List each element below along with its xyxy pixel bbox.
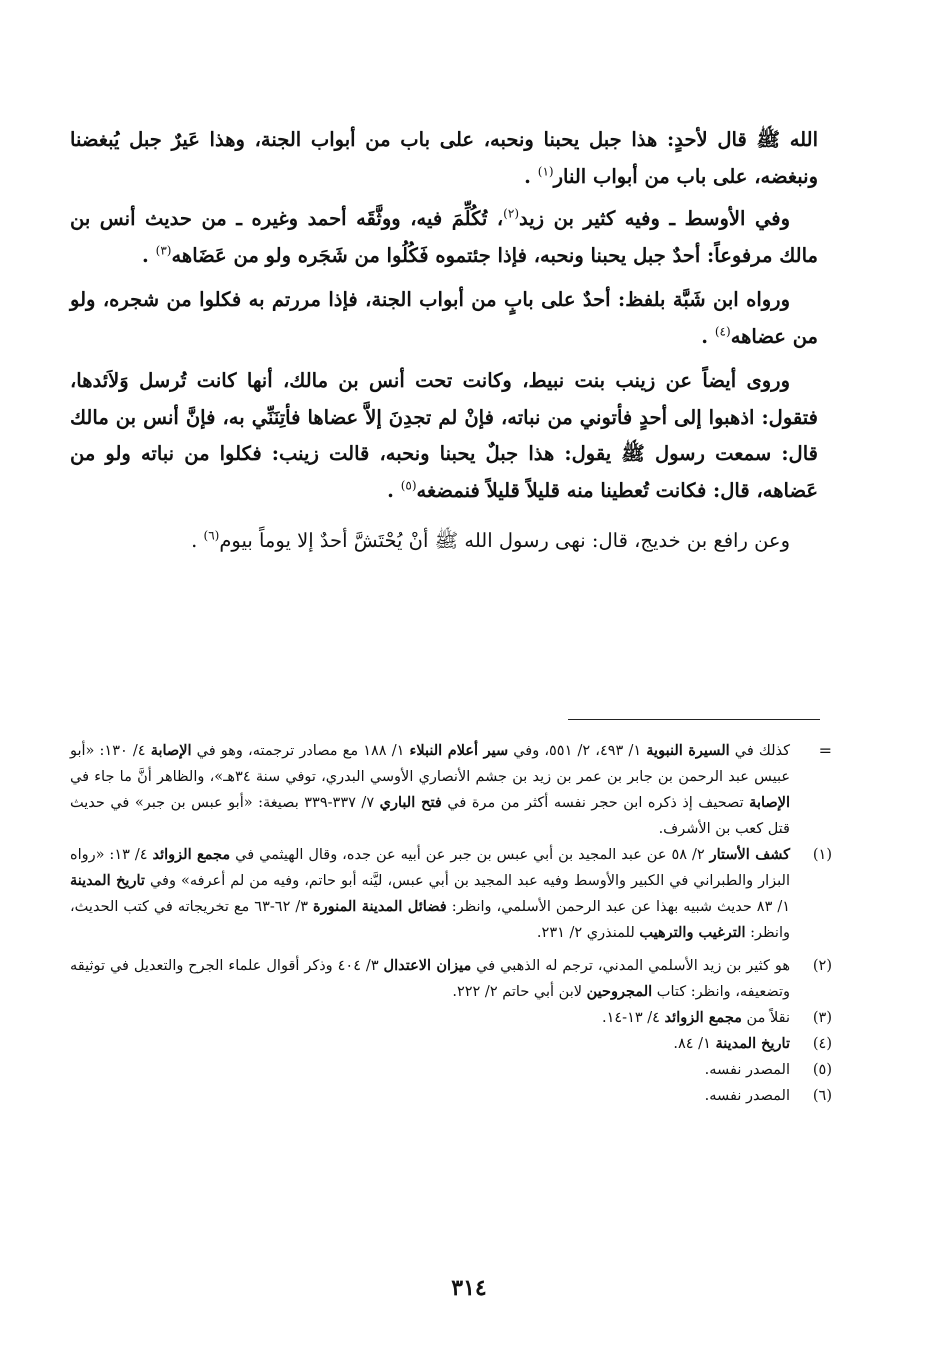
- period: .: [701, 324, 709, 348]
- paragraph-text: وفي الأوسط ـ وفيه كثير بن زيد: [519, 207, 790, 230]
- book-title: الإصابة: [749, 794, 791, 811]
- footnote-text: كذلك في: [729, 743, 791, 759]
- main-text: [70, 122, 818, 560]
- footnote-number: (١): [812, 847, 832, 863]
- period: .: [524, 164, 531, 188]
- footnote-text: ١/ ١٨٨ مع مصادر ترجمته، وهو في: [191, 743, 410, 759]
- paragraph-1: [70, 122, 818, 195]
- book-title: مجمع الزوائد: [152, 846, 231, 863]
- footnote-text: للمنذري ٢/ ٢٣١.: [536, 925, 640, 941]
- book-title: مجمع الزوائد: [664, 1009, 742, 1026]
- period: .: [387, 478, 394, 502]
- paragraph-4: [70, 363, 818, 509]
- book-title: الإصابة: [150, 742, 192, 759]
- footnote-ref-3[interactable]: (٣): [155, 243, 172, 257]
- footnote-text: لابن أبي حاتم ٢/ ٢٢٢.: [452, 984, 587, 1000]
- footnote-text: ٣/ ٤٠٤ وذكر أقوال علماء الجرح والتعديل في توثيقه وتضعيفه، وانظر: كتاب: [70, 958, 790, 1000]
- footnote-text: ١/ ٨٣ حديث شبيه بهذا عن عبد الرحمن الأسلمي، وانظر:: [446, 899, 791, 915]
- paragraph-text: وروى أيضاً عن زينب بنت نبيط، وكانت تحت أنس بن مالك، أنها كانت تُرسل وَلاَئدها، فتقول: اذهبوا إلى أحدٍ فأتوني من نباته، فإنْ لم تجدِنَ إلاَّ عضاها فأتِنَنِّي به، فإنَّ أنس بن مالك قال: سمعت رسول ﷺ يقول: هذا جبلٌ يحبنا ونحبه، قالت زينب: فكلوا من نباته ولو من عَضاهه، قال: فكانت تُعطينا منه قليلاً قليلاً فنمضغه: [70, 369, 818, 502]
- footnote-number: (٤): [812, 1036, 832, 1052]
- footnote-text: ١/ ٤٩٣، ٢/ ٥٥١، وفي: [508, 743, 647, 759]
- book-title: كشف الأستار: [709, 846, 791, 863]
- footnote-number: (٢): [812, 958, 832, 974]
- footnote-1: [70, 842, 840, 946]
- paragraph-2: [70, 201, 818, 274]
- footnote-text: ٤/ ١٣٠: «أبو عبيس عبد الرحمن بن جابر بن عمر بن زيد بن جشم الأنصاري الأوسي البدري، توفي سنة ٣٤هـ»، والظاهر أنَّ ما جاء في: [70, 743, 790, 785]
- footnote-separator: [568, 719, 820, 720]
- period: .: [142, 243, 149, 267]
- footnote-ref-2[interactable]: (٢): [503, 206, 519, 221]
- footnote-text: ٢/ ٥٨ عن عبد المجيد بن أبي عبس بن جبر عن أبيه عن جده، وقال الهيثمي في: [230, 847, 710, 863]
- footnote-text: هو كثير بن زيد الأسلمي المدني، ترجم له الذهبي في: [471, 958, 791, 974]
- paragraph-text: ورواه ابن شَبَّة بلفظ: أحدٌ على بابٍ من أبواب الجنة، فإذا مررتم به فكلوا من شجره، ولو من عضاهه: [70, 288, 818, 348]
- footnote-ref-6[interactable]: (٦): [203, 528, 220, 543]
- book-title: تاريخ المدينة: [70, 872, 145, 889]
- paragraph-text-cont: ، تُكُلِّمَ فيه، ووثَّقَه أحمد وغيره ـ من حديث أنس بن مالك مرفوعاً: أحدٌ جبل يحبنا ونحبه، فإذا جئتموه فَكُلُوا من شَجَره ولو من عَضَاهه: [70, 207, 818, 267]
- footnotes: [70, 738, 840, 1109]
- book-title: ميزان الاعتدال: [383, 957, 472, 974]
- period: .: [191, 529, 198, 552]
- footnote-ref-5[interactable]: (٥): [400, 478, 417, 492]
- footnote-text: ٤/ ١٣: «رواه البزار والطبراني في الكبير والأوسط وفيه عبد المجيد بن أبي عبس، ليَّنه أبو حاتم، وفيه من لم أعرفه» وفي: [70, 847, 791, 889]
- book-title: السيرة النبوية: [646, 742, 730, 759]
- footnote-text: تصحيف إذ ذكره ابن حجر نفسه أكثر من مرة في: [441, 795, 750, 811]
- footnote-number: =: [818, 741, 832, 760]
- footnote-6: [70, 1083, 840, 1109]
- book-title: تاريخ المدينة: [715, 1035, 790, 1052]
- footnote-ref-1[interactable]: (١): [537, 164, 554, 178]
- page-number: ٣١٤: [451, 1275, 487, 1301]
- footnote-number: (٥): [812, 1062, 832, 1078]
- footnote-2: [70, 953, 840, 1005]
- paragraph-3: [70, 282, 818, 355]
- book-title: الترغيب والترهيب: [639, 924, 746, 941]
- footnote-continued: [70, 738, 840, 842]
- footnote-text: ٧/ ٣٣٧-٣٣٩ بصيغة: «أبو عبس بن جبر» في حديث قتل كعب بن الأشرف.: [70, 795, 790, 837]
- footnote-4: [70, 1031, 840, 1057]
- footnote-ref-4[interactable]: (٤): [714, 324, 731, 338]
- footnote-5: [70, 1057, 840, 1083]
- book-title: سير أعلام النبلاء: [409, 742, 509, 759]
- footnote-text: المصدر نفسه.: [704, 1088, 790, 1104]
- footnote-text: المصدر نفسه.: [704, 1062, 790, 1078]
- footnote-text: ٣/ ٦٢-٦٣ مع تخريجاته في كتب الحديث، وانظر:: [70, 899, 790, 941]
- footnote-3: [70, 1005, 840, 1031]
- footnote-text: ١/ ٨٤.: [673, 1036, 716, 1052]
- book-title: فتح الباري: [379, 794, 442, 811]
- book-title: المجروحين: [586, 983, 653, 1000]
- footnote-number: (٣): [812, 1010, 832, 1026]
- footnote-text: ٤/ ١٣-١٤.: [601, 1010, 665, 1026]
- paragraph-text: وعن رافع بن خديج، قال: نهى رسول الله ﷺ أنْ يُحْتَشَّ أحدٌ إلا يوماً بيوم: [219, 529, 790, 552]
- book-title: فضائل المدينة المنورة: [313, 898, 447, 915]
- paragraph-5: [70, 523, 818, 560]
- footnote-text: نقلاً من: [741, 1010, 790, 1026]
- paragraph-text: الله ﷺ قال لأحدٍ: هذا جبل يحبنا ونحبه، على باب من أبواب الجنة، وهذا عَيرٌ جبل يُبغضنا ونبغضه، على باب من أبواب النار: [70, 128, 818, 188]
- footnote-number: (٦): [812, 1088, 832, 1104]
